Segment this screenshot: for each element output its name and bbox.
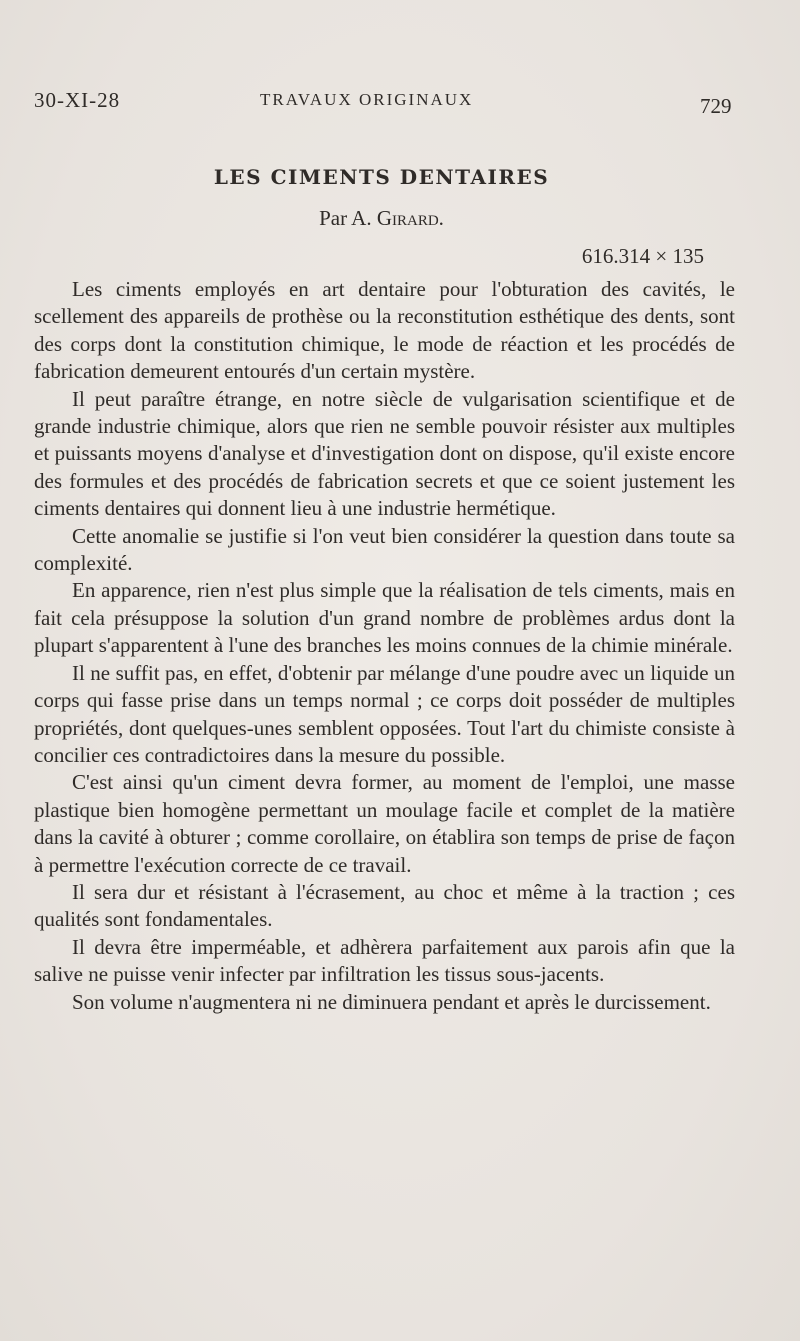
section-title: TRAVAUX ORIGINAUX <box>260 90 474 109</box>
classification-code: 616.314 × 135 <box>581 244 704 268</box>
article-title: LES CIMENTS DENTAIRES <box>213 165 550 189</box>
paragraph: En apparence, rien n'est plus simple que la réalisation de tels ciments, mais en fait cela présuppose la solution d'un grand nombre de problèmes ardus dont la plupart s'apparentent à l'une des branches les moins connues de la chimie minérale. <box>34 578 735 658</box>
paragraph: Il peut paraître étrange, en notre siècle de vulgarisation scientifique et de grande industrie chimique, alors que rien ne semble pouvoir résister aux multiples et puissants moyens d'analyse et d'investigation dont on dispose, qu'il existe encore des formules et des procédés de fabrication secrets et que ce soient justement les ciments dentaires qui donnent lieu à une industrie hermétique. <box>34 386 735 521</box>
paragraph: Les ciments employés en art dentaire pour l'obturation des cavités, le scellement des appareils de prothèse ou la reconstitution esthétique des dents, sont des corps dont la constitution chimique, le mode de réaction et les procédés de fabrication demeurent entourés d'un certain mystère. <box>34 277 735 384</box>
paragraph: Il devra être imperméable, et adhèrera parfaitement aux parois afin que la salive ne puisse venir infecter par infiltration les tissus sous-jacents. <box>34 934 735 987</box>
author-line <box>0 206 763 231</box>
article-body <box>34 276 735 1016</box>
paragraph: C'est ainsi qu'un ciment devra former, au moment de l'emploi, une masse plastique bien homogène permettant un moulage facile et complet de la matière dans la cavité à obturer ; comme corollaire, on établira son temps de prise de façon à permettre l'exécution correcte de ce travail. <box>34 770 735 877</box>
author-prefix: Par A. <box>319 206 372 230</box>
paragraph: Il ne suffit pas, en effet, d'obtenir par mélange d'une poudre avec un liquide un corps qui fasse prise dans un temps normal ; ce corps doit posséder de multiples propriétés, dont quelques-unes semblent opposées. Tout l'art du chimiste consiste à concilier ces contradictoires dans la mesure du possible. <box>34 660 735 767</box>
paragraph: Cette anomalie se justifie si l'on veut bien considérer la question dans toute sa complexité. <box>34 523 735 576</box>
issue-date: 30-XI-28 <box>34 88 121 112</box>
author-name: Girard. <box>376 206 444 230</box>
running-head <box>34 86 734 126</box>
paragraph: Il sera dur et résistant à l'écrasement, au choc et même à la traction ; ces qualités sont fondamentales. <box>34 879 735 932</box>
paragraph: Son volume n'augmentera ni ne diminuera pendant et après le durcissement. <box>72 989 711 1014</box>
page-number: 729 <box>700 94 732 118</box>
